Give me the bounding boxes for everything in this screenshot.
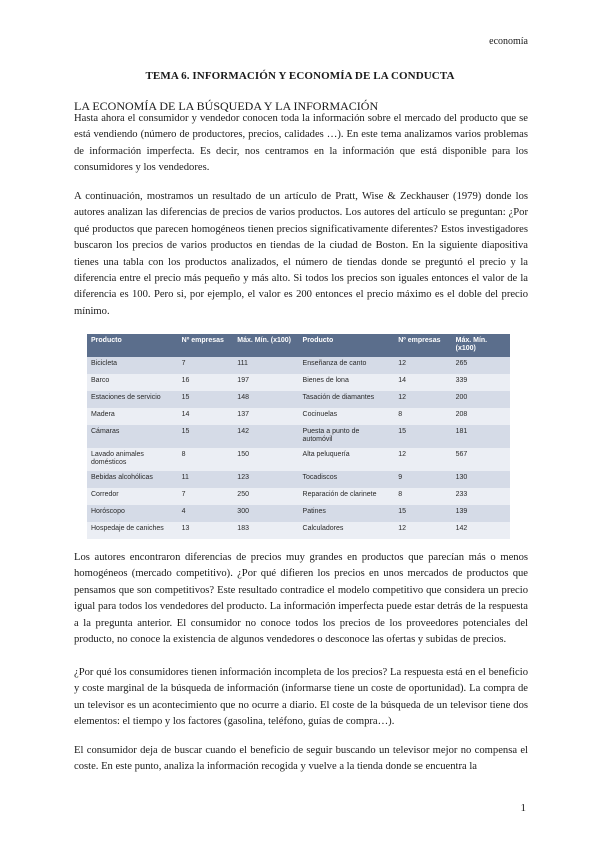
column-header: Producto: [299, 334, 395, 357]
table-header-row: [87, 334, 510, 357]
table-row: [87, 408, 510, 425]
table-cell: Cámaras: [87, 425, 178, 448]
table-row: [87, 471, 510, 488]
table-cell: 7: [178, 357, 234, 374]
column-header: Producto: [87, 334, 178, 357]
table-cell: Reparación de clarinete: [299, 488, 395, 505]
column-header: Máx. Mín. (x100): [452, 334, 510, 357]
table-row: [87, 374, 510, 391]
table-cell: 13: [178, 522, 234, 539]
column-header: Nº empresas: [178, 334, 234, 357]
paragraph: El consumidor deja de buscar cuando el beneficio de seguir buscando un televisor mejor no compensa el coste. En este punto, analiza la información recogida y vuelve a la tienda donde se encuentra la: [74, 745, 528, 773]
table-cell: 12: [394, 391, 451, 408]
table-cell: Madera: [87, 408, 178, 425]
table-cell: Patines: [299, 505, 395, 522]
price-dispersion-table: [87, 334, 510, 539]
table-cell: 150: [233, 448, 298, 471]
column-header: Nº empresas: [394, 334, 451, 357]
table-cell: 15: [394, 425, 451, 448]
table-row: [87, 448, 510, 471]
table-cell: Tasación de diamantes: [299, 391, 395, 408]
table-cell: Cocinuelas: [299, 408, 395, 425]
table-cell: 250: [233, 488, 298, 505]
table-cell: Puesta a punto de automóvil: [299, 425, 395, 448]
table-cell: 137: [233, 408, 298, 425]
table-row: [87, 425, 510, 448]
table-cell: 181: [452, 425, 510, 448]
table-cell: 11: [178, 471, 234, 488]
table-cell: 12: [394, 357, 451, 374]
paragraph: Hasta ahora el consumidor y vendedor conocen toda la información sobre el mercado del producto que se está vendiendo (número de productores, precios, calidades …). En este tema analizamos varios problemas de información imperfecta. Es decir, nos centramos en la información que está disponible para los consumidores y los vendedores.: [74, 113, 528, 174]
table-cell: 339: [452, 374, 510, 391]
table-cell: Tocadiscos: [299, 471, 395, 488]
table-cell: 130: [452, 471, 510, 488]
table-cell: 16: [178, 374, 234, 391]
table-cell: 111: [233, 357, 298, 374]
section-heading: LA ECONOMÍA DE LA BÚSQUEDA Y LA INFORMACIÓN: [74, 99, 379, 113]
table-cell: 123: [233, 471, 298, 488]
table-cell: 148: [233, 391, 298, 408]
table-cell: 15: [178, 425, 234, 448]
table-cell: Calculadores: [299, 522, 395, 539]
table-cell: 200: [452, 391, 510, 408]
table-cell: 183: [233, 522, 298, 539]
page-title: TEMA 6. INFORMACIÓN Y ECONOMÍA DE LA CONDUCTA: [145, 70, 455, 82]
table-cell: 12: [394, 448, 451, 471]
table-cell: Horóscopo: [87, 505, 178, 522]
table-cell: 14: [178, 408, 234, 425]
table-cell: Enseñanza de canto: [299, 357, 395, 374]
table-cell: 300: [233, 505, 298, 522]
table-cell: 12: [394, 522, 451, 539]
table-cell: 15: [394, 505, 451, 522]
table-cell: 9: [394, 471, 451, 488]
table-cell: Lavado animales domésticos: [87, 448, 178, 471]
table-row: [87, 488, 510, 505]
table-cell: 142: [452, 522, 510, 539]
running-header: economía: [489, 36, 528, 47]
table-cell: 208: [452, 408, 510, 425]
paragraph: A continuación, mostramos un resultado de un artículo de Pratt, Wise & Zeckhauser (1979) donde los autores analizan las diferencias de precios de varios productos. Los autores del artículo se preguntan: ¿Por qué productos que parecen homogéneos tienen precios significativamente diferentes? Estos investigadores buscaron los precios de varios productos en tiendas de la ciudad de Boston. En la siguiente diapositiva tienes una tabla con los productos analizados, el número de tiendas donde se preguntó el precio y la diferencia entre el precio más pequeño y más alto. Si todos los precios son iguales entonces el valor de la diferencia es 100. Pero si, por ejemplo, el valor es 200 entonces el precio máximo es el doble del precio mínimo.: [74, 191, 528, 317]
table-cell: 4: [178, 505, 234, 522]
table-cell: Bebidas alcohólicas: [87, 471, 178, 488]
table-cell: 142: [233, 425, 298, 448]
table-cell: Corredor: [87, 488, 178, 505]
table-cell: Alta peluquería: [299, 448, 395, 471]
table-cell: Bicicleta: [87, 357, 178, 374]
table-cell: 15: [178, 391, 234, 408]
table-cell: 567: [452, 448, 510, 471]
table-cell: 7: [178, 488, 234, 505]
table-cell: Barco: [87, 374, 178, 391]
table-cell: 265: [452, 357, 510, 374]
table-cell: Estaciones de servicio: [87, 391, 178, 408]
table-cell: 8: [394, 408, 451, 425]
table-cell: 8: [178, 448, 234, 471]
table-cell: Hospedaje de caniches: [87, 522, 178, 539]
table-cell: 197: [233, 374, 298, 391]
table-row: [87, 505, 510, 522]
table-cell: 14: [394, 374, 451, 391]
table-row: [87, 391, 510, 408]
column-header: Máx. Mín. (x100): [233, 334, 298, 357]
table-row: [87, 357, 510, 374]
paragraph: ¿Por qué los consumidores tienen información incompleta de los precios? La respuesta está en el beneficio y coste marginal de la búsqueda de información (informarse tiene un coste de oportunidad). La compra de un televisor es un acontecimiento que no ocurre a diario. El coste de la búsqueda de un televisor tiene dos elementos: el tiempo y los factores (gasolina, teléfono, guías de compra…).: [74, 667, 528, 728]
table-cell: 233: [452, 488, 510, 505]
table-cell: 139: [452, 505, 510, 522]
table-cell: Bienes de lona: [299, 374, 395, 391]
table-row: [87, 522, 510, 539]
page-number: 1: [520, 802, 526, 814]
paragraph: Los autores encontraron diferencias de precios muy grandes en productos que parecían más o menos homogéneos (mercado competitivo). ¿Por qué difieren los precios en unos mercados de productos que pensamos que son competitivos? Este resultado contradice el modelo competitivo que considera un precio igual para todos los vendedores del producto. La información imperfecta puede estar detrás de la respuesta a la pregunta anterior. El consumidor no conoce todos los precios de los proveedores potenciales del producto, no conoce la existencia de algunos vendedores o desconoce las ofertas y subidas de precios.: [74, 552, 528, 646]
table-cell: 8: [394, 488, 451, 505]
